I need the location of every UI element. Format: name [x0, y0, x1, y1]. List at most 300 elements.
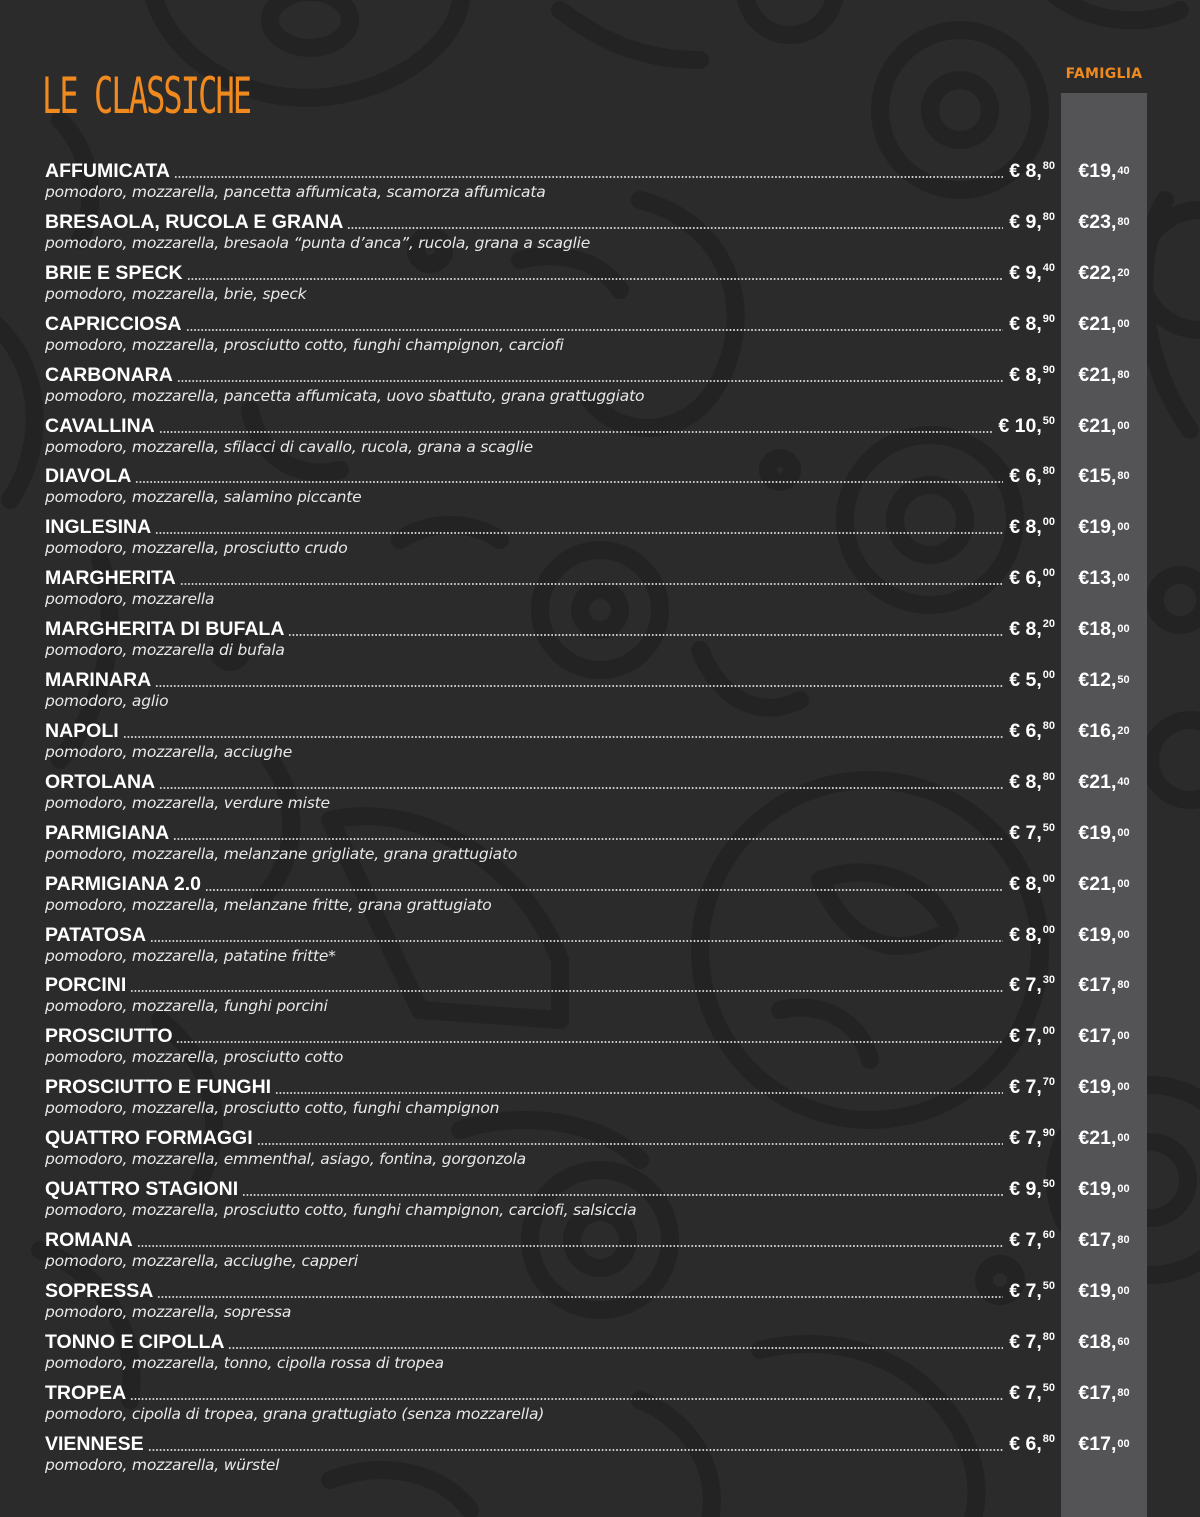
- price-cents: 20: [1117, 724, 1130, 737]
- dotted-leader: [187, 278, 1004, 280]
- menu-item-famiglia-price: € 19 , 00: [1078, 923, 1130, 946]
- menu-item-name: PARMIGIANA 2.0: [45, 872, 202, 895]
- currency-symbol: €: [1078, 719, 1090, 742]
- currency-symbol: €: [1009, 1025, 1021, 1048]
- price-cents: 80: [1117, 979, 1130, 992]
- menu-item-line: [45, 819, 1055, 845]
- currency-symbol: €: [1078, 210, 1090, 233]
- currency-symbol: €: [1009, 312, 1021, 335]
- menu-item-ingredients: pomodoro, mozzarella, patatine fritte*: [45, 946, 336, 965]
- price-integer: 19: [1089, 821, 1111, 844]
- currency-symbol: €: [1009, 465, 1021, 488]
- price-cents: 40: [1042, 261, 1055, 274]
- currency-symbol: €: [1009, 1127, 1021, 1150]
- price-cents: 20: [1117, 266, 1130, 279]
- menu-item-famiglia-price: € 21 , 40: [1078, 770, 1130, 793]
- menu-item-famiglia-price: € 17 , 80: [1078, 974, 1130, 997]
- dotted-leader: [174, 176, 1003, 178]
- price-cents: 50: [1117, 674, 1130, 686]
- price-cents: 80: [1042, 210, 1055, 223]
- menu-item-line: [45, 157, 1055, 183]
- currency-symbol: €: [1078, 1279, 1090, 1302]
- menu-item: [45, 564, 1155, 614]
- currency-symbol: €: [1009, 363, 1021, 386]
- price-cents: 80: [1117, 215, 1130, 228]
- menu-item-price: € 9,50: [1009, 1178, 1055, 1200]
- menu-item-name: VIENNESE: [45, 1432, 144, 1455]
- price-cents: 00: [1117, 521, 1130, 534]
- menu-item-name: ROMANA: [45, 1228, 133, 1251]
- menu-item-famiglia-price: € 23 , 80: [1078, 210, 1130, 233]
- menu-item-price: € 10,50: [998, 414, 1055, 437]
- price-integer: 16: [1089, 719, 1111, 742]
- currency-symbol: €: [1009, 516, 1021, 539]
- menu-item-ingredients: pomodoro, mozzarella, salamino piccante: [45, 488, 362, 507]
- price-cents: 00: [1117, 1081, 1130, 1094]
- menu-item: [45, 259, 1155, 309]
- price-integer: 8: [1025, 160, 1037, 182]
- menu-item-name: CAPRICCIOSA: [45, 312, 182, 335]
- currency-symbol: €: [1078, 618, 1090, 641]
- menu-item-famiglia-price: € 19 , 00: [1078, 1178, 1130, 1200]
- currency-symbol: €: [1009, 974, 1021, 997]
- menu-item-price: € 6,80: [1009, 719, 1055, 742]
- menu-item-famiglia-price: € 18 , 60: [1078, 1330, 1130, 1353]
- menu-item-price: € 9,40: [1009, 261, 1055, 284]
- price-cents: 60: [1117, 1335, 1130, 1348]
- price-integer: 6: [1025, 567, 1037, 590]
- menu-item: [45, 1379, 1155, 1429]
- menu-item: [45, 921, 1155, 971]
- currency-symbol: €: [1009, 1432, 1021, 1455]
- currency-symbol: €: [1009, 770, 1021, 793]
- price-integer: 17: [1089, 1025, 1111, 1048]
- menu-item-ingredients: pomodoro, mozzarella, melanzane grigliate, grana grattugiato: [45, 844, 518, 863]
- menu-item-ingredients: pomodoro, mozzarella, brie, speck: [45, 284, 307, 303]
- currency-symbol: €: [1009, 719, 1021, 742]
- menu-item-famiglia-price: € 22 , 20: [1078, 261, 1130, 284]
- currency-symbol: €: [1009, 160, 1021, 182]
- price-cents: 90: [1042, 363, 1055, 376]
- menu-item-line: [45, 259, 1055, 285]
- menu-item-ingredients: pomodoro, mozzarella, melanzane fritte, grana grattugiato: [45, 895, 492, 914]
- price-integer: 17: [1089, 1432, 1111, 1455]
- dotted-leader: [180, 583, 1003, 585]
- menu-item: [45, 1175, 1155, 1225]
- currency-symbol: €: [1078, 1228, 1090, 1251]
- menu-item-name: SOPRESSA: [45, 1279, 154, 1302]
- price-integer: 17: [1089, 1381, 1111, 1404]
- currency-symbol: €: [1078, 923, 1090, 946]
- price-cents: 50: [1042, 1178, 1055, 1190]
- price-integer: 19: [1089, 516, 1111, 539]
- price-integer: 7: [1025, 974, 1037, 997]
- currency-symbol: €: [1078, 1432, 1090, 1455]
- menu-item: [45, 1022, 1155, 1072]
- price-integer: 21: [1089, 770, 1111, 793]
- dotted-leader: [137, 1245, 1003, 1247]
- dotted-leader: [148, 1449, 1004, 1451]
- currency-symbol: €: [998, 414, 1010, 437]
- price-integer: 8: [1025, 363, 1037, 386]
- menu-item-price: € 7,50: [1009, 1381, 1055, 1404]
- price-integer: 17: [1089, 974, 1111, 997]
- menu-item-name: MARGHERITA: [45, 567, 176, 590]
- currency-symbol: €: [1078, 567, 1090, 590]
- menu-item-famiglia-price: € 18 , 00: [1078, 618, 1130, 641]
- price-cents: 00: [1117, 1437, 1130, 1450]
- menu-item-famiglia-price: € 12 , 50: [1078, 669, 1130, 691]
- currency-symbol: €: [1009, 1381, 1021, 1404]
- price-integer: 7: [1025, 1025, 1037, 1048]
- price-cents: 90: [1042, 312, 1055, 325]
- currency-symbol: €: [1009, 1228, 1021, 1251]
- price-cents: 80: [1117, 470, 1130, 483]
- currency-symbol: €: [1078, 669, 1090, 691]
- currency-symbol: €: [1078, 1330, 1090, 1353]
- price-cents: 00: [1117, 877, 1130, 890]
- currency-symbol: €: [1009, 210, 1021, 233]
- currency-symbol: €: [1009, 872, 1021, 895]
- menu-item: [45, 208, 1155, 258]
- currency-symbol: €: [1009, 821, 1021, 844]
- menu-item-ingredients: pomodoro, cipolla di tropea, grana grattugiato (senza mozzarella): [45, 1404, 545, 1423]
- menu-item-line: [45, 1379, 1055, 1405]
- price-cents: 00: [1117, 317, 1130, 330]
- menu-item-name: QUATTRO STAGIONI: [45, 1178, 239, 1200]
- menu-item-famiglia-price: € 19 , 00: [1078, 821, 1130, 844]
- menu-item: [45, 157, 1155, 207]
- currency-symbol: €: [1078, 821, 1090, 844]
- menu-item-ingredients: pomodoro, mozzarella, prosciutto cotto, funghi champignon: [45, 1099, 500, 1118]
- menu-item: [45, 1430, 1155, 1480]
- menu-item-ingredients: pomodoro, mozzarella, prosciutto cotto, funghi champignon, carciofi, salsiccia: [45, 1201, 637, 1219]
- currency-symbol: €: [1078, 465, 1090, 488]
- price-integer: 6: [1025, 1432, 1037, 1455]
- price-cents: 80: [1117, 368, 1130, 381]
- currency-symbol: €: [1009, 261, 1021, 284]
- menu-item-name: PROSCIUTTO E FUNGHI: [45, 1076, 272, 1099]
- price-integer: 21: [1089, 872, 1111, 895]
- menu-item-line: [45, 1124, 1055, 1150]
- price-cents: 00: [1042, 1025, 1055, 1038]
- menu-item: [45, 1073, 1155, 1123]
- price-cents: 00: [1117, 826, 1130, 839]
- menu-item-name: BRIE E SPECK: [45, 261, 183, 284]
- menu-item-price: € 6,00: [1009, 567, 1055, 590]
- currency-symbol: €: [1009, 1330, 1021, 1353]
- menu-item-ingredients: pomodoro, mozzarella, prosciutto cotto, funghi champignon, carciofi: [45, 335, 564, 354]
- menu-item: [45, 870, 1155, 920]
- menu-item-price: € 7,00: [1009, 1025, 1055, 1048]
- menu-item-ingredients: pomodoro, mozzarella, acciughe, capperi: [45, 1251, 359, 1270]
- price-integer: 10: [1014, 414, 1037, 437]
- menu-item-name: CAVALLINA: [45, 414, 155, 437]
- menu-item-famiglia-price: € 19 , 00: [1078, 516, 1130, 539]
- currency-symbol: €: [1009, 669, 1021, 691]
- price-integer: 19: [1089, 923, 1111, 946]
- price-integer: 7: [1025, 1381, 1037, 1404]
- menu-item-ingredients: pomodoro, mozzarella, pancetta affumicata, uovo sbattuto, grana grattuggiato: [45, 386, 645, 405]
- menu-item-name: CARBONARA: [45, 363, 173, 386]
- price-cents: 00: [1117, 1183, 1130, 1195]
- menu-item-famiglia-price: € 21 , 00: [1078, 414, 1130, 437]
- menu-item-famiglia-price: € 15 , 80: [1078, 465, 1130, 488]
- menu-item-famiglia-price: € 21 , 00: [1078, 872, 1130, 895]
- price-cents: 00: [1042, 872, 1055, 885]
- menu-item: [45, 971, 1155, 1021]
- menu-item-line: [45, 361, 1055, 387]
- dotted-leader: [288, 634, 1003, 636]
- price-integer: 19: [1089, 1178, 1111, 1200]
- menu-item-price: € 8,20: [1009, 618, 1055, 641]
- currency-symbol: €: [1009, 923, 1021, 946]
- dotted-leader: [173, 838, 1003, 840]
- dotted-leader: [155, 532, 1003, 534]
- price-cents: 40: [1117, 775, 1130, 788]
- menu-item-line: [45, 666, 1055, 692]
- currency-symbol: €: [1009, 618, 1021, 641]
- price-integer: 8: [1025, 872, 1037, 895]
- menu-item-line: [45, 1175, 1055, 1201]
- menu-item-line: [45, 1328, 1055, 1354]
- menu-item-name: MARINARA: [45, 669, 152, 691]
- dotted-leader: [130, 990, 1003, 992]
- currency-symbol: €: [1078, 261, 1090, 284]
- dotted-leader: [177, 380, 1003, 382]
- menu-item: [45, 615, 1155, 665]
- menu-item-price: € 8,90: [1009, 363, 1055, 386]
- dotted-leader: [130, 1398, 1003, 1400]
- dotted-leader: [150, 940, 1003, 942]
- price-integer: 18: [1089, 1330, 1111, 1353]
- menu-item: [45, 412, 1155, 462]
- currency-symbol: €: [1078, 160, 1090, 182]
- price-cents: 00: [1042, 669, 1055, 681]
- menu-item-line: [45, 971, 1055, 997]
- menu-item-line: [45, 717, 1055, 743]
- currency-symbol: €: [1078, 312, 1090, 335]
- dotted-leader: [176, 1041, 1003, 1043]
- price-cents: 40: [1117, 165, 1130, 177]
- menu-item-ingredients: pomodoro, mozzarella, sfilacci di cavallo, rucola, grana a scaglie: [45, 437, 533, 456]
- menu-item-famiglia-price: € 19 , 40: [1078, 160, 1130, 182]
- price-cents: 00: [1117, 419, 1130, 432]
- price-integer: 9: [1025, 261, 1037, 284]
- price-cents: 80: [1042, 719, 1055, 732]
- menu-item-ingredients: pomodoro, mozzarella, acciughe: [45, 742, 293, 761]
- price-integer: 21: [1089, 312, 1111, 335]
- menu-item: [45, 361, 1155, 411]
- menu-item-famiglia-price: € 17 , 00: [1078, 1025, 1130, 1048]
- menu-item-line: [45, 1277, 1055, 1303]
- menu-item-ingredients: pomodoro, mozzarella, sopressa: [45, 1302, 292, 1321]
- menu-item-price: € 6,80: [1009, 465, 1055, 488]
- price-cents: 00: [1117, 1132, 1130, 1145]
- menu-item: [45, 1124, 1155, 1174]
- menu-item: [45, 717, 1155, 767]
- dotted-leader: [135, 481, 1003, 483]
- price-cents: 80: [1042, 770, 1055, 783]
- menu-item-name: PARMIGIANA: [45, 821, 170, 844]
- price-cents: 00: [1042, 516, 1055, 529]
- menu-item-line: [45, 513, 1055, 539]
- price-integer: 23: [1089, 210, 1111, 233]
- price-integer: 8: [1025, 770, 1037, 793]
- menu-item-price: € 8,00: [1009, 516, 1055, 539]
- currency-symbol: €: [1078, 363, 1090, 386]
- menu-item-price: € 8,80: [1009, 160, 1055, 182]
- dotted-leader: [123, 736, 1004, 738]
- menu-item-line: [45, 921, 1055, 947]
- price-integer: 18: [1089, 618, 1111, 641]
- price-integer: 7: [1025, 1076, 1037, 1099]
- menu-item-line: [45, 1226, 1055, 1252]
- price-integer: 22: [1089, 261, 1111, 284]
- menu-item-famiglia-price: € 19 , 00: [1078, 1076, 1130, 1099]
- menu-item-line: [45, 1022, 1055, 1048]
- menu-item-line: [45, 564, 1055, 590]
- dotted-leader: [242, 1194, 1003, 1196]
- menu-item-ingredients: pomodoro, mozzarella, pancetta affumicata, scamorza affumicata: [45, 183, 546, 201]
- menu-item-line: [45, 870, 1055, 896]
- menu-item-ingredients: pomodoro, mozzarella, verdure miste: [45, 793, 330, 812]
- price-cents: 00: [1042, 567, 1055, 580]
- menu-item-name: TONNO E CIPOLLA: [45, 1330, 225, 1353]
- menu-item-line: [45, 412, 1055, 438]
- menu-item-price: € 7,30: [1009, 974, 1055, 997]
- menu-item-famiglia-price: € 21 , 00: [1078, 312, 1130, 335]
- price-integer: 21: [1089, 1127, 1111, 1150]
- currency-symbol: €: [1078, 1076, 1090, 1099]
- price-cents: 50: [1042, 414, 1055, 427]
- menu-item-price: € 6,80: [1009, 1432, 1055, 1455]
- price-cents: 90: [1042, 1127, 1055, 1140]
- menu-item-name: PATATOSA: [45, 923, 147, 946]
- price-cents: 50: [1042, 1279, 1055, 1292]
- price-cents: 80: [1042, 1330, 1055, 1343]
- dotted-leader: [275, 1092, 1003, 1094]
- menu-item-price: € 7,60: [1009, 1228, 1055, 1251]
- menu-item-name: TROPEA: [45, 1381, 127, 1404]
- menu-item-famiglia-price: € 19 , 00: [1078, 1279, 1130, 1302]
- menu-item: [45, 666, 1155, 716]
- price-cents: 80: [1042, 465, 1055, 478]
- dotted-leader: [186, 329, 1004, 331]
- menu-item-famiglia-price: € 21 , 00: [1078, 1127, 1130, 1150]
- menu-item-name: INGLESINA: [45, 516, 152, 539]
- menu-item-ingredients: pomodoro, mozzarella, prosciutto crudo: [45, 539, 348, 558]
- menu-item-name: BRESAOLA, RUCOLA E GRANA: [45, 210, 344, 233]
- dotted-leader: [157, 1296, 1003, 1298]
- menu-item-price: € 8,00: [1009, 923, 1055, 946]
- price-integer: 19: [1089, 1076, 1111, 1099]
- menu-item-name: MARGHERITA DI BUFALA: [45, 618, 285, 641]
- price-integer: 5: [1025, 669, 1037, 691]
- price-cents: 80: [1117, 1386, 1130, 1399]
- price-cents: 60: [1042, 1228, 1055, 1241]
- price-integer: 9: [1025, 210, 1037, 233]
- price-cents: 30: [1042, 974, 1055, 987]
- dotted-leader: [257, 1143, 1004, 1145]
- menu-item: [45, 1328, 1155, 1378]
- price-integer: 21: [1089, 363, 1111, 386]
- dotted-leader: [205, 889, 1003, 891]
- menu-item-price: € 8,90: [1009, 312, 1055, 335]
- menu-item-name: AFFUMICATA: [45, 160, 170, 182]
- dotted-leader: [347, 227, 1003, 229]
- menu-item: [45, 819, 1155, 869]
- menu-item-price: € 7,70: [1009, 1076, 1055, 1099]
- price-cents: 00: [1117, 1030, 1130, 1043]
- menu-item: [45, 1226, 1155, 1276]
- price-cents: 80: [1042, 1432, 1055, 1445]
- currency-symbol: €: [1078, 770, 1090, 793]
- currency-symbol: €: [1078, 1025, 1090, 1048]
- menu-item-price: € 7,50: [1009, 821, 1055, 844]
- menu-item: [45, 462, 1155, 512]
- price-cents: 50: [1042, 1381, 1055, 1394]
- price-integer: 8: [1025, 923, 1037, 946]
- menu-item-line: [45, 768, 1055, 794]
- price-integer: 6: [1025, 465, 1037, 488]
- currency-symbol: €: [1078, 414, 1090, 437]
- price-integer: 7: [1025, 1228, 1037, 1251]
- menu-item-famiglia-price: € 17 , 80: [1078, 1228, 1130, 1251]
- price-integer: 8: [1025, 312, 1037, 335]
- menu-item-ingredients: pomodoro, mozzarella, funghi porcini: [45, 997, 328, 1016]
- dotted-leader: [228, 1347, 1003, 1349]
- menu-item-price: € 7,80: [1009, 1330, 1055, 1353]
- price-cents: 20: [1042, 618, 1055, 631]
- price-integer: 7: [1025, 1127, 1037, 1150]
- menu-item-name: QUATTRO FORMAGGI: [45, 1127, 253, 1150]
- menu-item-price: € 8,80: [1009, 770, 1055, 793]
- menu-item-name: PROSCIUTTO: [45, 1025, 173, 1048]
- dotted-leader: [159, 787, 1003, 789]
- price-cents: 00: [1117, 572, 1130, 585]
- currency-symbol: €: [1078, 516, 1090, 539]
- menu-item: [45, 513, 1155, 563]
- currency-symbol: €: [1009, 1279, 1021, 1302]
- price-cents: 80: [1042, 160, 1055, 172]
- section-title: LE CLASSICHE: [42, 67, 251, 125]
- menu-item-name: DIAVOLA: [45, 465, 132, 488]
- price-integer: 19: [1089, 1279, 1111, 1302]
- menu-item-line: [45, 1073, 1055, 1099]
- price-integer: 13: [1089, 567, 1111, 590]
- price-cents: 80: [1117, 1233, 1130, 1246]
- currency-symbol: €: [1009, 1178, 1021, 1200]
- price-cents: 00: [1117, 1284, 1130, 1297]
- menu-item-ingredients: pomodoro, aglio: [45, 692, 169, 710]
- dotted-leader: [155, 685, 1003, 687]
- dotted-leader: [159, 431, 993, 433]
- menu-item-price: € 8,00: [1009, 872, 1055, 895]
- menu-item: [45, 1277, 1155, 1327]
- price-integer: 7: [1025, 821, 1037, 844]
- price-integer: 15: [1089, 465, 1111, 488]
- price-cents: 70: [1042, 1076, 1055, 1089]
- price-integer: 21: [1089, 414, 1111, 437]
- menu-item-ingredients: pomodoro, mozzarella: [45, 590, 215, 609]
- currency-symbol: €: [1078, 872, 1090, 895]
- price-cents: 00: [1117, 623, 1130, 636]
- price-integer: 19: [1089, 160, 1111, 182]
- currency-symbol: €: [1078, 1127, 1090, 1150]
- menu-item-ingredients: pomodoro, mozzarella, emmenthal, asiago, fontina, gorgonzola: [45, 1150, 526, 1169]
- price-integer: 8: [1025, 618, 1037, 641]
